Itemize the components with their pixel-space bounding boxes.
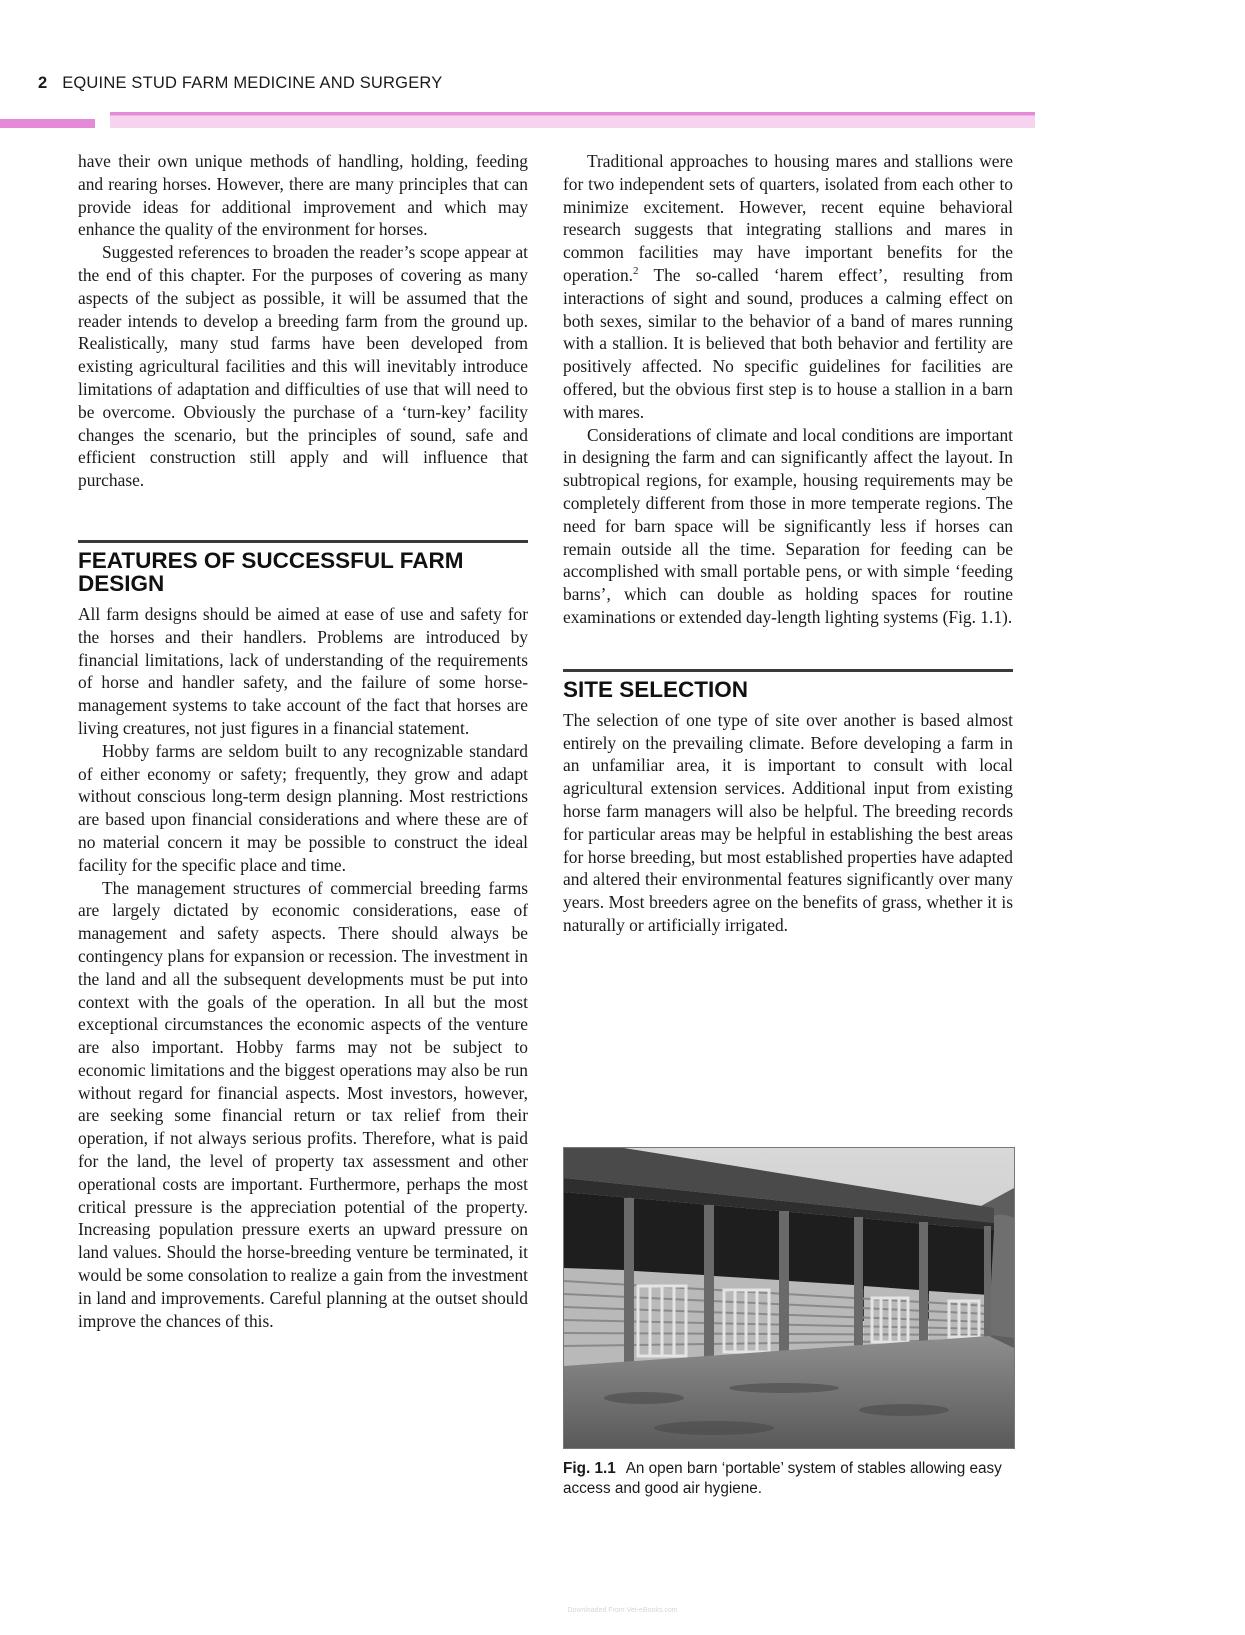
section-heading-site-selection [563, 669, 1013, 701]
section-title: SITE SELECTION [563, 676, 749, 702]
body-paragraph: The management structures of commercial breeding farms are largely dictated by economic considerations, ease of management and safety aspects. There should always be contingency plans for expansion or recession. The investment in the land and all the subsequent developments must be put into context with the goals of the operation. In all but the most exceptional circumstances the economic aspects of the venture are also important. Hobby farms may not be subject to economic limitations and the biggest operations may also be run without regard for financial aspects. Most investors, however, are seeking some financial return or tax relief from their operation, if not always serious profits. Therefore, what is paid for the land, the level of property tax assessment and other operational costs are important. Furthermore, perhaps the most critical pressure is the appreciation potential of the property. Increasing population pressure exerts an upward pressure on land values. Should the horse-breeding venture be terminated, it would be some consolation to realize a gain from the investment in land and improvements. Careful planning at the outset should improve the chances of this. [78, 877, 528, 1331]
intro-paragraph-1: have their own unique methods of handling, holding, feeding and rearing horses. However, there are many principles that can provide ideas for additional improvement and which may enhance the quality of the environment for horses. [78, 151, 528, 240]
body-paragraph: All farm designs should be aimed at ease of use and safety for the horses and their handlers. Problems are introduced by financial limitations, lack of understanding of the requirements of horse and handler safety, and the failure of some horse-management systems to take account of the fact that horses are living creatures, not just figures in a financial statement. [78, 603, 528, 738]
reference-superscript: 2 [633, 265, 639, 278]
section-heading-farm-design [78, 540, 528, 595]
header-rule-right [110, 112, 1035, 128]
housing-text: Traditional approaches to housing mares and stallions were for two independent sets of quarters, isolated from each other to minimize excitement. However, recent equine behavioral research suggests that integrating stallions and mares in common facilities may have important benefits for the operation. [563, 151, 1013, 285]
book-title: EQUINE STUD FARM MEDICINE AND SURGERY [62, 74, 443, 92]
figure-caption-text: An open barn ‘portable’ system of stables allowing easy access and good air hygiene. [563, 1460, 1002, 1497]
left-column [78, 150, 528, 1332]
figure-label: Fig. 1.1 [563, 1460, 616, 1477]
section-title: FEATURES OF SUCCESSFUL FARM DESIGN [78, 547, 464, 596]
body-paragraph-climate: Considerations of climate and local conditions are important in designing the farm and can significantly affect the layout. In subtropical regions, for example, housing requirements may be completely different from those in more temperate regions. The need for barn space will be significantly less if horses can remain outside all the time. Separation for feeding can be accomplished with small portable pens, or with simple ‘feeding barns’, which can double as holding spaces for routine examinations or extended day-length lighting systems (Fig. 1.1). [563, 424, 1013, 627]
housing-text-continued: The so-called ‘harem effect’, resulting from interactions of sight and sound, produces a calming effect on both sexes, similar to the behavior of a band of mares running with a stallion. It is believed that both behavior and fertility are positively affected. No specific guidelines for facilities are offered, but the obvious first step is to house a stallion in a barn with mares. [563, 264, 1013, 422]
figure-barn-photo [563, 1147, 1015, 1449]
figure-caption [563, 1459, 1013, 1499]
running-head [38, 74, 442, 93]
body-paragraph: The selection of one type of site over another is based almost entirely on the prevailing climate. Before developing a farm in an unfamiliar area, it is important to consult with local agricultural extension services. Additional input from existing horse farm managers will also be helpful. The breeding records for particular areas may be helpful in establishing the best areas for horse breeding, but most established properties have adapted and altered their environmental features significantly over many years. Most breeders agree on the benefits of grass, whether it is naturally or artificially irrigated. [563, 709, 1013, 935]
body-paragraph: Hobby farms are seldom built to any recognizable standard of either economy or safety; frequently, they grow and adapt without conscious long-term design planning. Most restrictions are based upon financial considerations and where these are of no material concern it may be possible to construct the ideal facility for the specific place and time. [78, 740, 528, 875]
section-rule [78, 540, 528, 543]
footer-watermark: Downloaded From Vet-eBooks.com [567, 1607, 678, 1614]
section-rule [563, 669, 1013, 672]
page-number: 2 [38, 74, 48, 92]
barn-photo [564, 1148, 1014, 1448]
right-column [563, 150, 1013, 937]
body-paragraph-housing [563, 150, 1013, 424]
intro-paragraph-2: Suggested references to broaden the reader’s scope appear at the end of this chapter. For the purposes of covering as many aspects of the subject as possible, it will be assumed that the reader intends to develop a breeding farm from the ground up. Realistically, many stud farms have been developed from existing agricultural facilities and this will inevitably introduce limitations of adaptation and difficulties of use that will need to be overcome. Obviously the purchase of a ‘turn-key’ facility changes the scenario, but the principles of sound, safe and efficient construction still apply and will influence that purchase. [78, 242, 528, 491]
header-rule-left [0, 112, 95, 128]
